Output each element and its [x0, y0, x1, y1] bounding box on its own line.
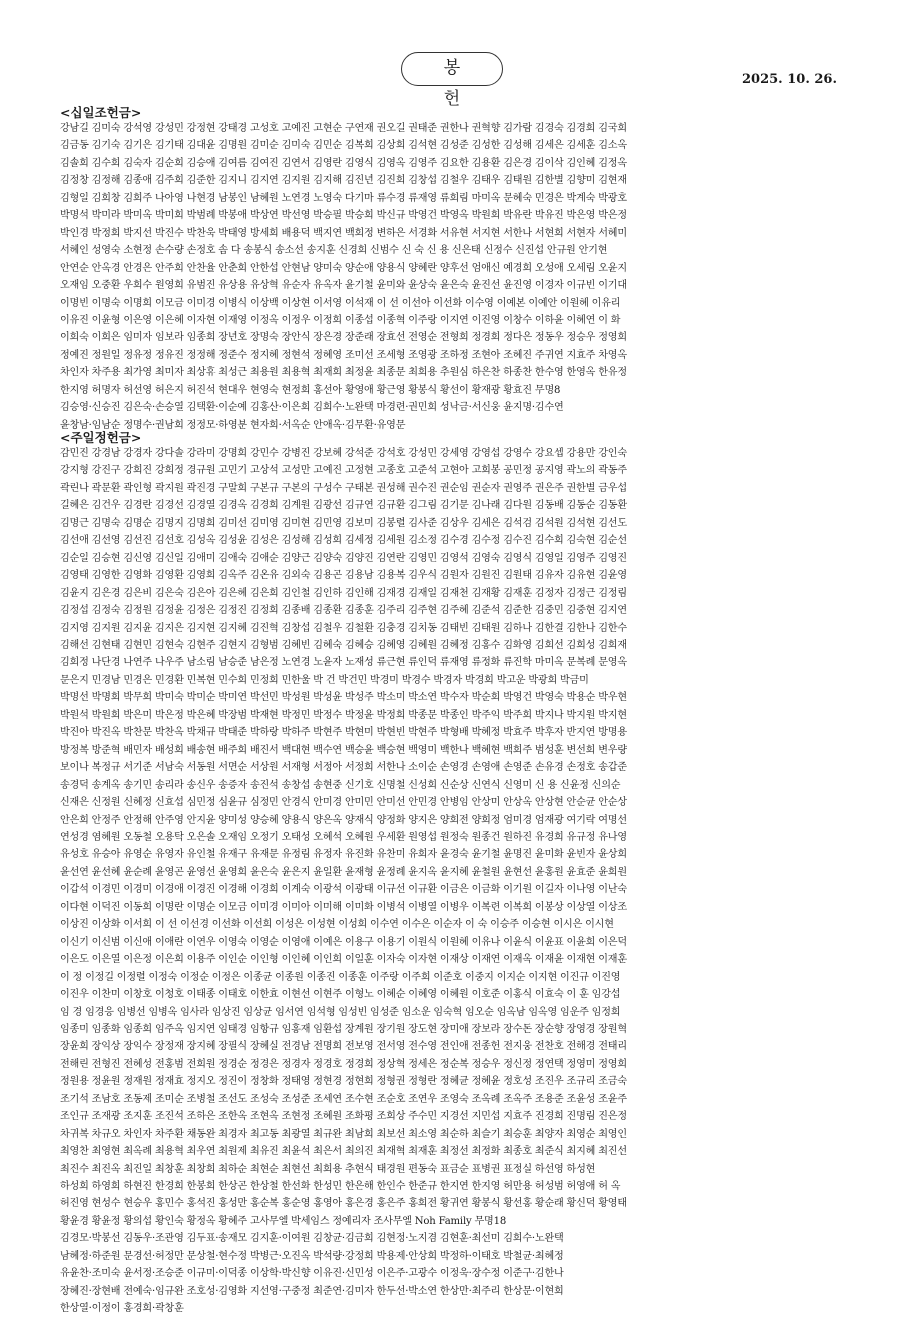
donor-line: 이희숙 이희은 임미자 임보라 임종희 장년호 장명숙 장안식 장은경 장준래 장효선 전영순 전형희 정경희 정다은 정동우 정승우 정영희: [60, 332, 627, 344]
donor-line: 이갑석 이경민 이경미 이경애 이경진 이경해 이경희 이계숙 이광석 이광태 이규선 이규환 이금은 이금화 이기원 이길자 이나영 이난숙: [60, 884, 627, 896]
donor-line: 이명빈 이명숙 이명희 이모금 이미경 이병식 이상백 이상현 이서영 이석재 이 선 이선아 이선화 이수영 이예본 이예안 이원혜 이유리: [60, 297, 621, 309]
donor-line: 김명근 김명숙 김명순 김명지 김명희 김미선 김미영 김미현 김민영 김보미 김봉렬 김사준 김상우 김세은 김석검 김석원 김석현 김선도: [60, 517, 627, 529]
donor-line: 임종미 임종화 임종희 임주옥 임지연 임태경 임항규 임홍재 임환섭 장계원 장기원 장도현 장미애 장보라 장수돈 장순향 장영경 장원혁: [60, 1023, 627, 1035]
donor-line: 박원석 박원희 박은미 박은정 박은혜 박장범 박재현 박정민 박정수 박정윤 박정희 박종문 박종인 박주익 박주희 박지나 박지원 박지현: [60, 709, 627, 721]
donor-line: 한지영 허명자 허선영 허은지 허진석 현대우 현영숙 현정희 홍선아 황영애 황근영 황봉식 황선이 황재광 황효진 무명8: [60, 384, 561, 396]
donor-line: 곽린나 곽문환 곽인형 곽지원 곽진경 구말희 구본규 구본의 구성수 구태본 권성해 권수진 권순임 권순자 권영주 권은주 권한별 금우섭: [60, 482, 627, 494]
donor-line: 연성경 염혜원 오동철 오용탁 오은솔 오재임 오정기 오태성 오혜석 오혜원 우세환 원영섭 원정숙 원종건 원하진 유경희 유규정 유나영: [60, 831, 627, 843]
page-title: 봉 헌: [401, 52, 503, 86]
donor-line: 이신기 이신범 이신애 이애란 이연우 이영숙 이영순 이영애 이예은 이용구 이용기 이원식 이원혜 이유나 이윤식 이윤표 이윤희 이은덕: [60, 936, 627, 948]
donor-line: 김지영 김지원 김지윤 김지은 김지현 김지혜 김진혁 김창섭 김철우 김철환 김충경 김치동 김태빈 김태원 김하나 김한결 김한나 김한수: [60, 622, 627, 634]
donor-line: 김정섭 김정숙 김정원 김정윤 김정은 김정진 김정희 김종배 김종환 김종훈 김주리 김주현 김주혜 김준석 김준한 김중민 김중현 김지연: [60, 605, 627, 617]
donor-line: 유성호 유승아 유영순 유영자 유인철 유재구 유재문 유정림 유정자 유진화 유찬미 유희자 윤경숙 윤기철 윤명진 윤미화 윤빈자 윤상희: [60, 849, 627, 861]
donor-line: 조인규 조재광 조지훈 조진석 조하은 조한옥 조현옥 조현정 조혜원 조화평 조희상 주수민 지경선 지민섭 지효주 진경희 진명림 진은정: [60, 1111, 627, 1123]
donor-line: 김영태 김영한 김영화 김영환 김영희 김옥주 김온유 김외숙 김용곤 김용남 김용복 김우식 김원자 김원진 김원태 김유자 김유현 김윤영: [60, 570, 627, 582]
donor-line: 길혜은 김건우 김경란 김경선 김경열 김경옥 김경희 김계원 김광선 김규연 김규환 김그림 김기문 김나래 김다원 김동배 김동순 김동환: [60, 500, 627, 512]
donor-line: 김금동 김기숙 김기은 김기태 김대윤 김명원 김미순 김미숙 김민순 김복희 김상희 김석현 김성준 김성한 김성해 김세은 김세훈 김소옥: [60, 140, 627, 152]
donor-line: 김형일 김희창 김희주 나아영 나현경 남봉인 남혜원 노연경 노영숙 다기마 류수경 류재영 류희림 마미옥 문혜숙 민경은 박계숙 박광호: [60, 192, 627, 204]
donor-line: 박명선 박명희 박무희 박미숙 박미순 박미연 박선민 박성원 박성윤 박성주 박소미 박소연 박수자 박순희 박영건 박영숙 박용순 박우현: [60, 692, 627, 704]
donor-line: 이진우 이찬미 이창호 이청호 이태종 이태호 이한효 이현선 이현주 이형노 이혜순 이혜영 이혜원 이호준 이홍식 이효숙 이 훈 임강섭: [60, 989, 621, 1001]
donor-line: 안은희 안정주 안정해 안주영 안지윤 양미성 양승혜 양용식 양은옥 양재식 양정화 양지은 양희전 양희정 엄미경 엄재광 여기락 여명선: [60, 814, 627, 826]
donor-line: 문은지 민경남 민경은 민경환 민복현 민수희 민정희 민한울 박 건 박건민 박경미 박경수 박경자 박경희 박고운 박광희 박금미: [60, 674, 589, 686]
donor-line: 김희정 나단경 나연주 나우주 남소림 남승준 남은정 노연경 노윤자 노재성 류근현 류인덕 류재영 류정화 류진학 마미옥 문복례 문영옥: [60, 657, 627, 669]
sunday-offering-donor-list: [60, 445, 860, 1318]
donor-line: 차귀복 차규오 차인자 차주환 채동완 최경자 최고동 최광열 최규완 최남희 최보선 최소영 최순하 최슬기 최승훈 최양자 최영순 최영인: [60, 1128, 627, 1140]
donor-line: 김순일 김승현 김신영 김신일 김애미 김애숙 김애순 김양근 김양숙 김양진 김연란 김영민 김영석 김영숙 김영식 김영일 김영주 김영진: [60, 552, 627, 564]
donor-line: 안연순 안옥경 안경은 안주희 안찬율 안춘희 안한섭 안현남 양미숙 양순애 양용식 양혜란 양후선 엄애신 예경희 오성애 오세림 오윤지: [60, 262, 627, 274]
donor-line: 하성희 하영희 하현진 한경희 한봉희 한상곤 한상철 한선화 한성민 한은해 한인수 한준규 한지연 한지영 허만용 허성범 허영애 허 옥: [60, 1181, 621, 1193]
donor-line: 신재은 신정원 신혜정 신효섭 심민정 심윤규 심정민 안경식 안미경 안미민 안미선 안민경 안병임 안상미 안상옥 안상현 안순균 안순상: [60, 797, 627, 809]
tithe-section-heading: <십일조헌금>: [60, 105, 142, 120]
donor-line: 임 경 임경응 임병선 임병옥 임사라 임상진 임상균 임서연 임석형 임성빈 임성준 임소운 임숙혁 임오순 임옥남 임옥영 임운주 임정희: [60, 1006, 621, 1018]
donor-line: 감민진 강경남 강경자 강다솔 강라미 강명희 강민수 강병진 강보혜 강석준 강석호 강성민 강세영 강영섭 강영수 강요셉 강용만 강인숙: [60, 448, 627, 459]
donor-line: 윤창남·임남순 정명수·권남희 정정모·하영분 현자희·서옥순 안애옥·김무환·유영문: [60, 419, 406, 431]
donor-line: 이은도 이은열 이은정 이은희 이용주 이인순 이인형 이인혜 이인희 이일훈 이자숙 이자현 이재상 이재연 이재옥 이재윤 이재현 이재훈: [60, 954, 627, 966]
donor-line: 최진수 최진옥 최진일 최창훈 최창희 최하순 최현순 최현선 최희용 추현식 태경원 편동숙 표금순 표병권 표정실 하선영 하성현: [60, 1163, 596, 1175]
donor-line: 한상열·이정이 홍경희·곽창훈: [60, 1303, 184, 1315]
donor-line: 정원용 정윤원 정재원 정재효 정지오 정진이 정창화 정태영 정현경 정현희 정형권 정형란 정혜균 정혜윤 정호성 조진우 조규리 조금숙: [60, 1076, 627, 1088]
donor-line: 김윤지 김은경 김은비 김은숙 김은아 김은혜 김은희 김인철 김인하 김인해 김재경 김재일 김재천 김재황 김재훈 김정자 김정근 김정림: [60, 587, 627, 599]
donor-line: 남혜정·하준원 문경선·허정만 문상철·현수정 박병근·오진옥 박석량·강정희 박용제·안상희 박정하·이태호 박철균·최혜정: [60, 1250, 564, 1262]
donor-line: 김승영·신승진 김은숙·손승열 김택환·이순예 김홍산·이은희 김희수·노완택 마경련·권민희 성낙금·서신웅 윤지명·김수연: [60, 402, 564, 414]
donor-line: 김솔희 김수희 김숙자 김순희 김승애 김여름 김여진 김연서 김영란 김영식 김영옥 김영주 김요한 김용환 김은경 김이삭 김인혜 김정옥: [60, 157, 627, 169]
donor-line: 최영찬 최영현 최옥례 최용혁 최우연 최원제 최유진 최윤석 최은서 최의진 최재혁 최재훈 최정선 최정화 최종호 최준식 최지혜 최진선: [60, 1146, 627, 1158]
donor-line: 허진영 현성수 현승우 홍민수 홍석진 홍성만 홍순복 홍순영 홍영아 홍은경 홍은주 홍희전 황귀연 황봉식 황선홍 황순래 황신덕 황영태: [60, 1198, 627, 1210]
donor-line: 박명석 박미라 박미옥 박미희 박범례 박봉애 박상연 박선영 박승필 박승희 박신규 박영건 박영옥 박원희 박유란 박유진 박은영 박은정: [60, 210, 627, 222]
donor-line: 김선애 김선영 김선진 김선호 김성옥 김성윤 김성은 김성해 김성희 김세정 김세원 김소정 김수경 김수정 김수진 김수희 김숙현 김순선: [60, 535, 627, 547]
donor-line: 정예진 정원일 정유정 정유진 정정해 정준수 정지혜 정현석 정혜영 조미선 조세형 조영광 조하정 조현아 조혜진 주귀연 지효주 차영옥: [60, 349, 627, 361]
donor-line: 서혜인 성영숙 소현정 손수량 손정호 솜 다 송봉식 송소선 송지훈 신경희 신범수 신 숙 신 용 신은태 신정수 신진섭 안규원 안기현: [60, 245, 608, 257]
donor-line: 강지형 강진구 강희진 강희정 경규원 고민기 고상석 고성만 고예진 고정현 고종호 고준석 고현아 고희봉 공민정 공지영 곽노의 곽동주: [60, 465, 627, 477]
donor-line: 차인자 차주용 최가영 최미자 최상휴 최성근 최용원 최용혁 최재희 최정윤 최종문 최희용 추원심 하은찬 하종찬 한수영 한영옥 한유정: [60, 367, 627, 379]
donor-line: 김경모·박봉선 김동우·조관영 김두표·송재모 김지훈·이여원 김창균·김금희 김현정·노지겸 김현훈·최선미 김희수·노완택: [60, 1233, 564, 1245]
donor-line: 유윤찬·조미숙 윤서정·조승준 이규미·이덕종 이상학·박신향 이유진·신민성 이은주·고광수 이정욱·장수정 이준구·김한나: [60, 1268, 564, 1280]
service-date: 2025. 10. 26.: [742, 72, 837, 87]
donor-line: 전해린 전형진 전혜성 전홍범 전희원 정경순 정경은 정경자 정경호 정경희 정상혁 정세은 정순복 정승우 정신정 정연택 정영미 정영희: [60, 1058, 627, 1070]
donor-line: 방정복 방준혁 배민자 배성희 배송현 배주희 배진서 백대현 백수연 백승윤 백승현 백영미 백한나 백혜현 백희주 범성훈 변선희 변우량: [60, 744, 627, 756]
donor-line: 황윤경 황윤정 황의섭 황인숙 황정옥 황혜주 고사무엘 박세임스 정예리자 조사무엘 Noh Family 무명18: [60, 1215, 507, 1227]
donor-line: 강남길 김미숙 강석영 강성민 강정현 강태경 고성호 고예진 고현순 구연재 권오길 권태준 권한나 권혁향 김가람 김경숙 김경희 김국희: [60, 123, 627, 134]
donor-line: 이 정 이정길 이정렬 이정숙 이정순 이정은 이종균 이종원 이종진 이종훈 이주랑 이주희 이준호 이중지 이지순 이지현 이진규 이진영: [60, 971, 621, 983]
donor-line: 윤선연 윤선혜 윤순례 윤영곤 윤영선 윤영희 윤은숙 윤은지 윤일환 윤재형 윤정례 윤지옥 윤지혜 윤철원 윤현선 윤홍원 윤효준 윤희원: [60, 866, 627, 878]
tithe-donor-list: [60, 120, 860, 434]
donor-line: 이다현 이덕진 이동희 이명란 이명순 이모금 이미경 이미아 이미해 이미화 이병석 이병열 이병우 이복련 이복희 이봉상 이상열 이상조: [60, 901, 627, 913]
donor-line: 이유진 이윤형 이은영 이은혜 이자현 이재영 이정옥 이정우 이정희 이종섭 이종혁 이주랑 이지연 이진영 이창수 이하윤 이혜연 이 화: [60, 314, 621, 326]
donor-line: 김정창 김정해 김종애 김주희 김준한 김지니 김지연 김지원 김지해 김진년 김진희 김창섭 김철우 김태우 김태원 김한별 김향미 김현재: [60, 175, 627, 187]
donor-line: 김해선 김현태 김현민 김현숙 김현주 김현지 김형범 김혜빈 김혜숙 김혜승 김혜영 김혜원 김혜정 김홍수 김화영 김희선 김희성 김희재: [60, 639, 627, 651]
donor-line: 조기석 조남호 조동제 조미순 조병철 조선도 조성숙 조성준 조세연 조수현 조순호 조연우 조영숙 조옥례 조옥주 조용준 조윤성 조윤주: [60, 1093, 627, 1105]
donor-line: 장혜진·장현배 전예숙·임규완 조호성·김영화 지선영·구중정 최준연·김미자 한두선·박소연 한상만·최주리 한상문·이현희: [60, 1285, 564, 1297]
donor-line: 오재임 오중환 우희수 원영희 유범진 유상용 유상혁 유순자 유옥자 윤기철 윤미와 윤상숙 윤은숙 윤진선 윤진영 이경자 이규빈 이기대: [60, 280, 627, 292]
sunday-offering-section-heading: <주일정헌금>: [60, 430, 142, 445]
donor-line: 이상진 이상화 이서희 이 선 이선경 이선화 이선희 이성은 이성현 이성희 이수연 이수은 이순자 이 숙 이승주 이승현 이시은 이시현: [60, 919, 614, 931]
donor-line: 박진아 박진옥 박찬문 박찬옥 박채규 박태준 박하랑 박하주 박현주 박현미 박현빈 박현주 박형배 박혜정 박효주 박후자 반지연 방명용: [60, 727, 627, 739]
donor-line: 박인경 박정희 박지선 박진수 박찬욱 박태영 방세희 배용덕 백지연 백희정 변하은 서경화 서유현 서지현 서한나 서현희 서현자 서혜미: [60, 227, 627, 239]
donor-line: 보이나 복정규 서기준 서남숙 서동원 서면순 서상원 서재형 서정아 서정희 서한나 소이순 손영경 손영애 손영준 손유경 손정호 송갑준: [60, 762, 627, 774]
donor-line: 송경덕 송계옥 송기민 송리라 송신우 송증자 송진석 송창섭 송현중 신기호 신명철 신성희 신순상 신연식 신영미 신 용 신윤정 신의순: [60, 779, 621, 791]
donor-line: 장윤희 장익상 장익수 장정재 장지혜 장필식 장혜실 전경남 전명희 전보영 전서영 전수영 전인애 전종헌 전지웅 전찬호 전해경 전태리: [60, 1041, 627, 1053]
